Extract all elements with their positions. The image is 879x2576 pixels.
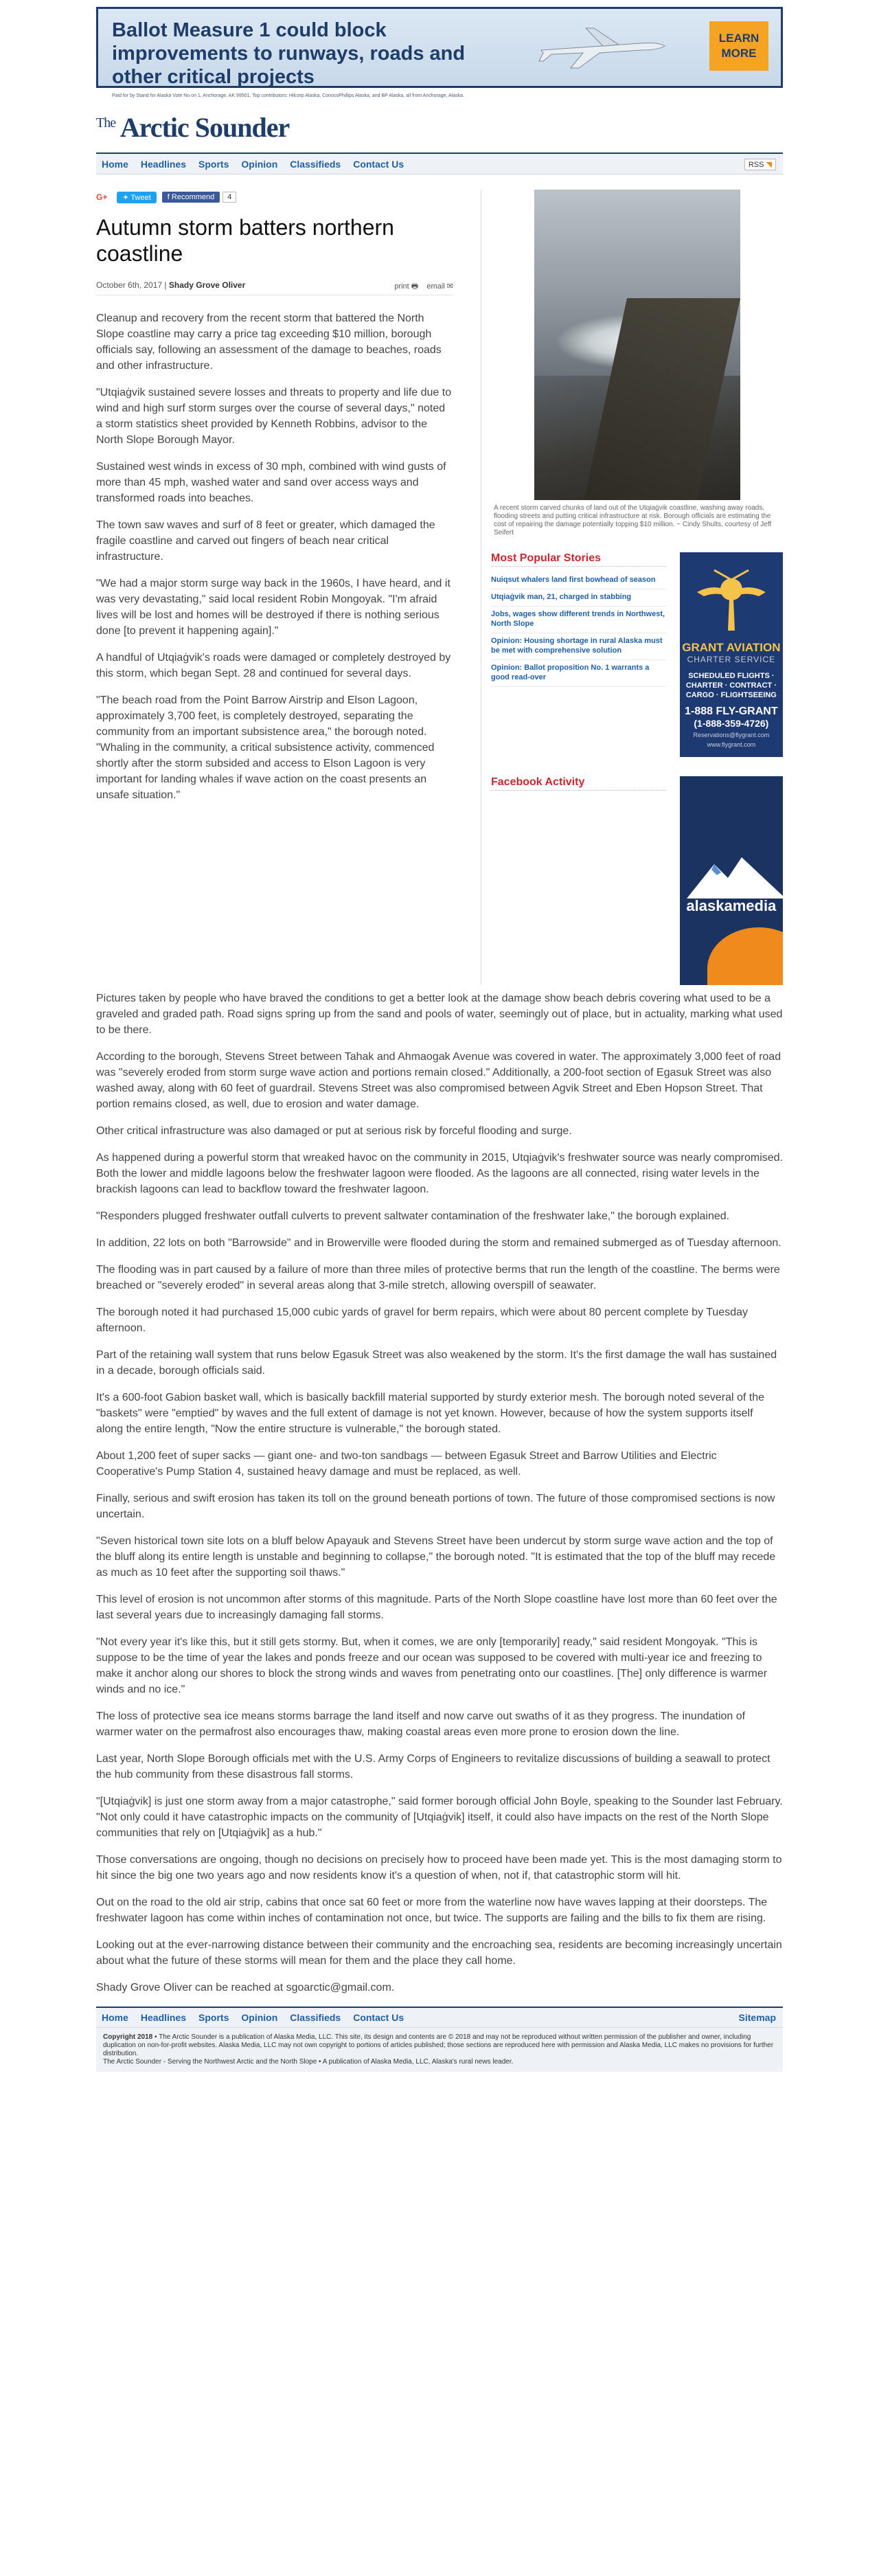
article-author[interactable]: Shady Grove Oliver <box>168 280 246 290</box>
grant-name: GRANT AVIATION <box>682 641 781 654</box>
nav-headlines[interactable]: Headlines <box>140 158 187 170</box>
article-paragraph: Last year, North Slope Borough officials met with the U.S. Army Corps of Engineers to revitalize discussions of building a seawall to protect the hub community from these disastrous fall storms. <box>96 1753 770 1781</box>
rss-icon: ◥ <box>766 161 772 169</box>
most-popular-section <box>491 552 783 757</box>
twitter-icon: ✦ <box>122 193 129 202</box>
share-bar <box>96 190 453 205</box>
popular-story-link[interactable]: Nuiqsut whalers land first bowhead of season <box>491 572 666 589</box>
grant-line: CARGO · FLIGHTSEEING <box>685 691 777 699</box>
mountain-icon <box>687 857 783 899</box>
photo-caption: A recent storm carved chunks of land out of the Utqiaġvik coastline, washing away roads, flooding streets and putting critical infrastructure at risk. Borough officials are estimating the cost of repairing the damage potentially topping $10 million. ~ Cindy Shults, courtesy of Jeff Seifert <box>494 504 772 536</box>
recommend-count: 4 <box>222 192 236 203</box>
email-icon[interactable]: ✉ <box>446 282 453 291</box>
article-date: October 6th, 2017 <box>96 280 163 290</box>
footer-nav-headlines[interactable]: Headlines <box>140 2012 187 2023</box>
site-header <box>96 88 783 174</box>
popular-story-link[interactable]: Opinion: Housing shortage in rural Alaska must be met with comprehensive solution <box>491 633 666 660</box>
learn-more-button[interactable]: LEARN MORE <box>709 21 768 71</box>
ad-title: Ballot Measure 1 could block improvements to runways, roads and other critical projects <box>112 19 466 88</box>
article-paragraph: The town saw waves and surf of 8 feet or greater, which damaged the fragile coastline and carved out fingers of beach near critical infrastructure. <box>96 519 435 563</box>
facebook-activity-section <box>491 776 783 985</box>
nav-home[interactable]: Home <box>102 158 128 170</box>
article-paragraph: Pictures taken by people who have braved the conditions to get a better look at the damage show beach debris covering what used to be a graveled and graded path. Road signs spring up from the sand and pools of water, seemingly out of place, but in actuality, marking what used to be there. <box>96 993 783 1036</box>
article-paragraph: "Not every year it's like this, but it still gets stormy. But, when it comes, we are only [temporarily] ready," said resident Mongoyak. "This is suppose to be the time of year the lakes and ponds freeze and our ocean was supposed to be covered with multi-year ice and freezing to make it anchor along our shores to block the strong winds and waves from penetrating onto our coastlines. [The] only difference is warmer winds and no ice." <box>96 1636 768 1695</box>
article-paragraph: "The beach road from the Point Barrow Airstrip and Elson Lagoon, approximately 3,700 feet, is completely destroyed, separating the community from an important subsistence area," the borough noted. "Whaling in the community, a critical subsistence activity, commenced shortly after the storm subsided and access to Elson Lagoon is very important for landing whales if wave action on the coast presents an unsafe situation." <box>96 694 435 801</box>
logo-prefix: The <box>96 115 116 131</box>
article-paragraph: In addition, 22 lots on both "Barrowside" and in Browerville were flooded during the storm and remained submerged as of Tuesday afternoon. <box>96 1237 781 1249</box>
grant-phone-numeric: (1-888-359-4726) <box>694 718 769 729</box>
article-paragraph: Other critical infrastructure was also damaged or put at serious risk by forceful flooding and surge. <box>96 1125 572 1137</box>
grant-aviation-ad[interactable] <box>680 552 783 757</box>
tweet-button[interactable] <box>117 192 156 203</box>
logo-name: Arctic Sounder <box>119 112 290 143</box>
popular-story-link[interactable]: Opinion: Ballot proposition No. 1 warrants a good read-over <box>491 660 666 687</box>
site-logo[interactable] <box>96 111 783 144</box>
facebook-icon: f <box>167 193 170 201</box>
article-tools <box>394 280 453 293</box>
ad-fine-print: Paid for by Stand for Alaska Vote No on 1, Anchorage, AK 99501. Top contributors: Hilcorp Alaska, ConocoPhillips Alaska, and BP Alaska, all from Anchorage, Alaska. <box>112 93 464 98</box>
copyright-block <box>96 2027 783 2072</box>
footer-nav-classifieds[interactable]: Classifieds <box>290 2012 341 2023</box>
article-paragraph: A handful of Utqiaġvik's roads were damaged or completely destroyed by this storm, which began Sept. 28 and continued for several days. <box>96 652 451 679</box>
article-paragraph: "We had a major storm surge way back in the 1960s, I have heard, and it was very devastating," said local resident Robin Mongoyak. "I'm afraid lives will be lost and homes will be destroyed if there is nothing serious done [to prevent it happening again]." <box>96 578 450 637</box>
alaska-media-wordmark: alaskamedia <box>686 897 777 914</box>
article-paragraph: This level of erosion is not uncommon after storms of this magnitude. Parts of the North Slope coastline have lost more than 60 feet over the last several years due to increasingly damaging fall storms. <box>96 1594 777 1621</box>
airplane-icon <box>538 23 668 71</box>
rss-label: RSS <box>748 161 764 169</box>
tweet-label: Tweet <box>130 193 151 202</box>
copyright-label: Copyright 2018 <box>103 2033 153 2041</box>
nav-sports[interactable]: Sports <box>198 158 229 170</box>
facebook-activity-title: Facebook Activity <box>491 776 666 791</box>
article-paragraph: Looking out at the ever-narrowing distance between their community and the encroaching sea, residents are becoming increasingly uncertain about what the future of these storms will mean for them and the place they call home. <box>96 1939 782 1967</box>
byline-separator: | <box>164 280 167 290</box>
top-ad-banner[interactable] <box>96 7 783 98</box>
article-paragraph: Cleanup and recovery from the recent storm that battered the North Slope coastline may carry a price tag exceeding $10 million, borough officials say, following an assessment of the damage to beaches, roads and other infrastructure. <box>96 313 442 372</box>
grant-phone: 1-888 FLY-GRANT <box>685 705 778 717</box>
article-paragraph: According to the borough, Stevens Street between Tahak and Ahmaogak Avenue was covered in water. The approximately 3,000 feet of road was "severely eroded from storm surge wave action and portions remain closed." Additionally, a 200-foot section of Egasuk Street was also washed away, along with 60 feet of guardrail. Stevens Street was also compromised between Agvik Street and Eben Hopson Street. That portion remains closed, as well, due to erosion and water damage. <box>96 1051 781 1110</box>
popular-story-link[interactable]: Utqiaġvik man, 21, charged in stabbing <box>491 589 666 607</box>
footer-nav <box>96 2007 783 2027</box>
article-paragraph: "Seven historical town site lots on a bluff below Apayauk and Stevens Street have been undercut by storm surge wave action and the top of the bluff along its entire length is unstable and beginning to collapse," the borough noted. "It is estimated that the top of the bluff may recede as much as 10 feet after the supporting soil thaws." <box>96 1535 776 1579</box>
article-paragraph: "Responders plugged freshwater outfall culverts to prevent saltwater contamination of the freshwater lake," the borough explained. <box>96 1210 730 1222</box>
article-paragraph: The borough noted it had purchased 15,000 cubic yards of gravel for berm repairs, which were about 80 percent complete by Tuesday afternoon. <box>96 1307 748 1334</box>
article-paragraph: Sustained west winds in excess of 30 mph, combined with wind gusts of more than 45 mph, washed water and sand over access ways and transformed roads into beaches. <box>96 461 446 504</box>
footer-nav-home[interactable]: Home <box>102 2012 128 2023</box>
site-footer <box>96 2007 783 2072</box>
grant-line: CHARTER · CONTRACT · <box>685 681 777 690</box>
article-paragraph: The flooding was in part caused by a failure of more than three miles of protective berms that run the length of the coastline. The berms were breached or "severely eroded" in several areas along that 3-mile stretch, allowing overspill of seawater. <box>96 1264 780 1291</box>
article-column <box>96 190 460 814</box>
footer-nav-opinion[interactable]: Opinion <box>241 2012 278 2023</box>
nav-opinion[interactable]: Opinion <box>241 158 278 170</box>
byline <box>96 280 453 295</box>
article-body-top <box>96 310 453 803</box>
nav-contact-us[interactable]: Contact Us <box>353 158 404 170</box>
article-paragraph: About 1,200 feet of super sacks — giant one- and two-ton sandbags — between Egasuk Street and Barrow Utilities and Electric Cooperative's Pump Station 4, sustained heavy damage and must be replaced, as well. <box>96 1450 717 1478</box>
rss-button[interactable] <box>744 159 776 170</box>
article-paragraph: "Utqiaġvik sustained severe losses and threats to property and life due to wind and high surf storm surges over the course of several days," noted a storm statistics sheet provided by Kenneth Robbins, advisor to the North Slope Borough Mayor. <box>96 387 452 446</box>
article-paragraph: Out on the road to the old air strip, cabins that once sat 60 feet or more from the waterline now have waves lapping at their doorsteps. The freshwater lagoon has come within inches of contamination not once, but twice. The supports are failing and the bills to fix them are rising. <box>96 1897 768 1924</box>
nav-classifieds[interactable]: Classifieds <box>290 158 341 170</box>
email-link[interactable]: email <box>426 282 445 291</box>
print-icon[interactable]: 🖶 <box>411 282 419 291</box>
author-contact: Shady Grove Oliver can be reached at sgoarctic@gmail.com. <box>96 1982 395 1993</box>
sun-shape <box>707 927 783 985</box>
article-headline: Autumn storm batters northern coastline <box>96 215 394 266</box>
article-paragraph: The loss of protective sea ice means storms barrage the land itself and now carve out swaths of it as they progress. The inundation of warmer water on the permafrost also encourages thaw, making coastal areas even more prone to erosion down the line. <box>96 1710 746 1738</box>
most-popular-title: Most Popular Stories <box>491 552 666 567</box>
copyright-text: • The Arctic Sounder is a publication of Alaska Media, LLC. This site, its design and contents are © 2018 and may not be reproduced without written permission of the publisher and owner, including duplication on non-for-profit websites. Alaska Media, LLC may not own copyright to portions of articles published; those sections are reproduced here with permission and Alaska Media, LLC makes no provisions for further distribution. <box>103 2033 774 2057</box>
article-paragraph: As happened during a powerful storm that wreaked havoc on the community in 2015, Utqiaġvik's freshwater source was nearly compromised. Both the lower and middle lagoons below the freshwater lagoon were flooded. As the lagoons are all connected, rising water levels in the brackish lagoons can lead to backflow toward the freshwater lagoon. <box>96 1152 783 1195</box>
print-link[interactable]: print <box>394 282 409 291</box>
alaska-media-ad[interactable] <box>680 776 783 985</box>
grant-sub: CHARTER SERVICE <box>687 655 776 664</box>
popular-story-link[interactable]: Jobs, wages show different trends in Northwest, North Slope <box>491 607 666 633</box>
footer-tagline: The Arctic Sounder - Serving the Northwest Arctic and the North Slope • A publication of Alaska Media, LLC, Alaska's rural news leader. <box>103 2058 514 2066</box>
grant-line: SCHEDULED FLIGHTS · <box>688 672 775 680</box>
grant-email: Reservations@flygrant.com <box>693 732 770 738</box>
footer-nav-sports[interactable]: Sports <box>198 2012 229 2023</box>
grant-aviation-logo-icon <box>694 562 769 633</box>
grant-url: www.flygrant.com <box>707 741 756 748</box>
sidebar <box>481 190 783 985</box>
sitemap-link[interactable]: Sitemap <box>738 2012 776 2023</box>
article-photo[interactable] <box>534 190 740 500</box>
article-paragraph: Finally, serious and swift erosion has taken its toll on the ground beneath portions of town. The future of those compromised sections is now uncertain. <box>96 1493 775 1520</box>
grant-lines <box>680 671 783 700</box>
recommend-label: Recommend <box>171 193 215 201</box>
article-paragraph: It's a 600-foot Gabion basket wall, which is basically backfill material supported by sturdy exterior mesh. The borough noted several of the "baskets" were "emptied" by waves and the full extent of damage is not yet known. However, because of how the system supports itself along the entire length, "Now the entire structure is vulnerable," the borough stated. <box>96 1392 765 1435</box>
article-paragraph: "[Utqiaġvik] is just one storm away from a major catastrophe," said former borough official John Boyle, speaking to the Sounder last February. "Not only could it have catastrophic impacts on the community of [Utqiaġvik] itself, it could also have impacts on the rest of the North Slope communities that rely on [Utqiaġvik] as a hub." <box>96 1796 783 1839</box>
article-body-continued <box>96 991 783 1996</box>
google-plus-button[interactable]: G+ <box>96 192 108 202</box>
article-paragraph: Part of the retaining wall system that runs below Egasuk Street was also weakened by the storm. It's the first damage the wall has sustained in a decade, borough officials said. <box>96 1349 777 1377</box>
facebook-recommend-button[interactable] <box>162 192 220 203</box>
main-nav <box>96 152 783 174</box>
article-paragraph: Those conversations are ongoing, though no decisions on precisely how to proceed have been made yet. This is the most damaging storm to hit since the big one two years ago and now residents know it's a question of when, not if, that catastrophic storm will hit. <box>96 1854 782 1882</box>
footer-nav-contact-us[interactable]: Contact Us <box>353 2012 404 2023</box>
